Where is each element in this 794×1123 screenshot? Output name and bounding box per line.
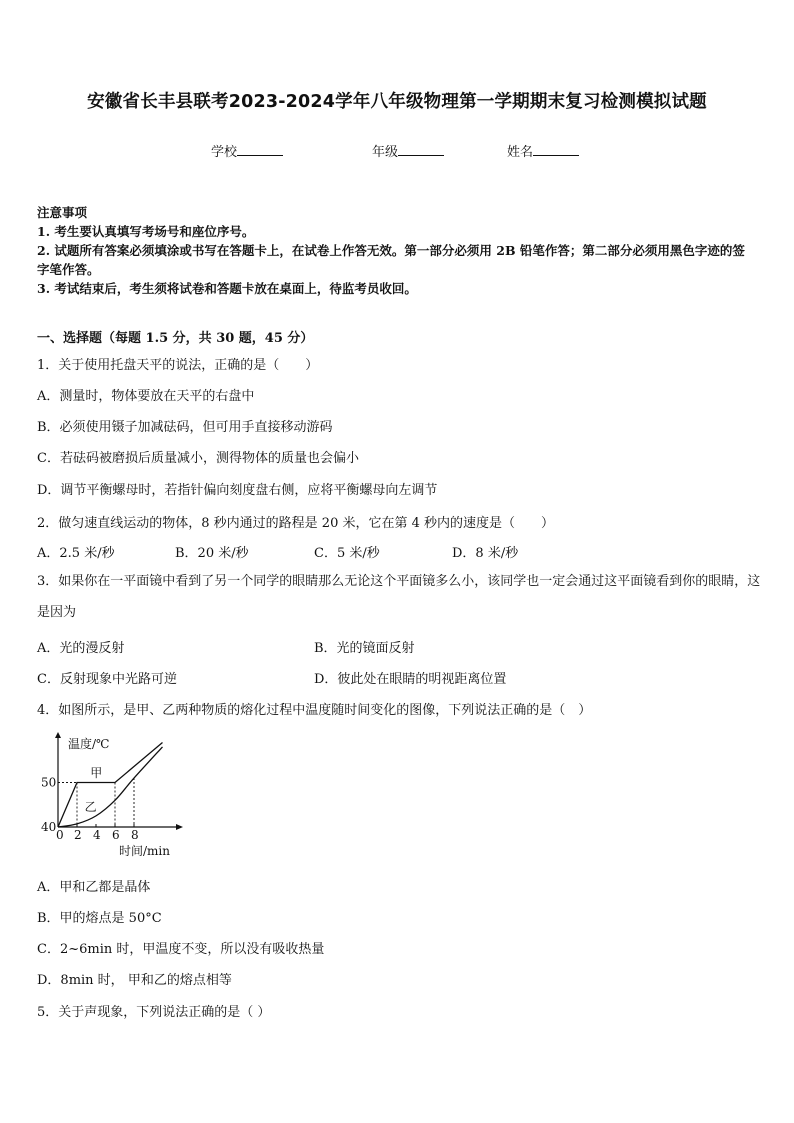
notice-item: 3. 考试结束后，考生须将试卷和答题卡放在桌面上，待监考员收回。 [37,281,417,296]
y-tick-label: 40 [41,820,57,834]
q2-option-b[interactable]: B．20 米/秒 [175,546,249,561]
q3-option-d[interactable]: D．彼此处在眼睛的明视距离位置 [314,672,507,687]
x-axis-label: 时间/min [119,844,170,858]
grade-label: 年级 [372,145,399,160]
question-5-stem: 5．关于声现象，下列说法正确的是（ ） [37,1005,271,1020]
q4-option-b[interactable]: B．甲的熔点是 50°C [37,911,162,926]
question-2-stem: 2．做匀速直线运动的物体，8 秒内通过的路程是 20 米，它在第 4 秒内的速度是（ ） [37,516,555,531]
y-tick-label: 50 [41,775,57,790]
q3-option-c[interactable]: C．反射现象中光路可逆 [37,672,177,687]
series-yi-label: 乙 [84,799,97,814]
chart-series [58,742,163,827]
x-tick-label: 0 [56,828,64,842]
q3-option-a[interactable]: A．光的漫反射 [37,641,125,656]
series-yi-curve [58,747,163,827]
x-tick-label: 4 [93,828,101,842]
notice-heading: 注意事项 [37,205,88,220]
q4-option-c[interactable]: C．2~6min 时，甲温度不变，所以没有吸收热量 [37,942,325,957]
x-axis-arrow [176,824,183,830]
page-title: 安徽省长丰县联考2023-2024学年八年级物理第一学期期末复习检测模拟试题 [87,92,707,112]
question-1-stem: 1．关于使用托盘天平的说法，正确的是（ ） [37,358,319,373]
x-tick-label: 6 [112,828,120,842]
q1-option-d[interactable]: D．调节平衡螺母时，若指针偏向刻度盘右侧，应将平衡螺母向左调节 [37,483,438,498]
school-blank [237,143,283,156]
melting-curve-chart [38,732,188,862]
y-axis-arrow [55,732,61,738]
y-axis-label: 温度/℃ [68,737,110,751]
notice-item: 2. 试题所有答案必须填涂或书写在答题卡上，在试卷上作答无效。第一部分必须用 2B 铅笔作答；第二部分必须用黑色字迹的签字笔作答。 [37,243,745,277]
series-jia-line [58,742,163,827]
q1-option-c[interactable]: C．若砝码被磨损后质量减小，测得物体的质量也会偏小 [37,451,359,466]
q1-option-b[interactable]: B．必须使用镊子加减砝码，但可用手直接移动游码 [37,420,333,435]
x-tick-label: 2 [74,828,82,842]
grade-field [372,141,444,160]
name-label: 姓名 [507,145,534,160]
question-4-stem: 4．如图所示，是甲、乙两种物质的熔化过程中温度随时间变化的图像，下列说法正确的是（ ） [37,703,592,718]
q4-option-a[interactable]: A．甲和乙都是晶体 [37,880,151,895]
q2-option-a[interactable]: A．2.5 米/秒 [37,546,115,561]
school-label: 学校 [211,145,238,160]
notice-block [37,203,757,298]
name-blank [533,143,579,156]
q1-option-a[interactable]: A．测量时，物体要放在天平的右盘中 [37,389,255,404]
grade-blank [398,143,444,156]
q2-option-c[interactable]: C．5 米/秒 [314,546,380,561]
school-field [211,141,283,160]
x-tick-label: 8 [131,828,139,842]
q4-option-d[interactable]: D．8min 时， 甲和乙的熔点相等 [37,973,232,988]
q2-option-d[interactable]: D．8 米/秒 [452,546,519,561]
notice-item: 1. 考生要认真填写考场号和座位序号。 [37,224,255,239]
series-jia-label: 甲 [90,766,103,781]
question-3-stem: 3．如果你在一平面镜中看到了另一个同学的眼睛那么无论这个平面镜多么小，该同学也一定会通过这平面镜看到你的眼睛，这是因为 [37,574,761,620]
name-field [507,141,579,160]
section-heading: 一、选择题（每题 1.5 分，共 30 题，45 分） [37,331,314,346]
q3-option-b[interactable]: B．光的镜面反射 [314,641,415,656]
